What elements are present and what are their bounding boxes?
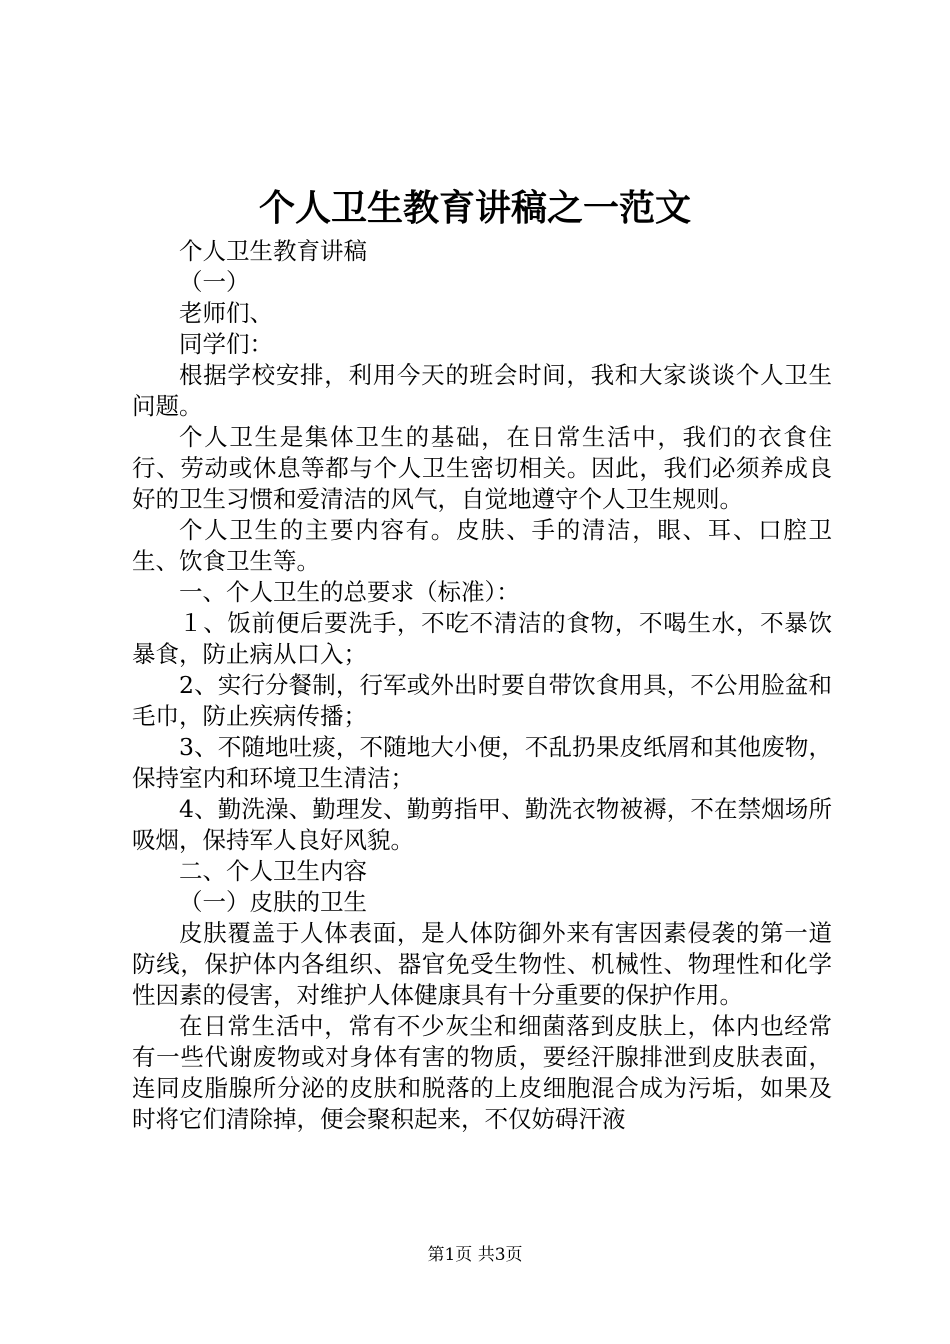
paragraph: （一）皮肤的卫生 (179, 888, 367, 916)
page-title: 个人卫生教育讲稿之一范文 (258, 187, 691, 229)
paragraph: 一、个人卫生的总要求（标准）： (179, 578, 520, 606)
paragraph: 个人卫生是集体卫生的基础，在日常生活中，我们的衣食住行、劳动或休息等都与个人卫生密切相关。因此，我们必须养成良好的卫生习惯和爱清洁的风气，自觉地遵守个人卫生规则。 (132, 423, 832, 513)
paragraph: 二、个人卫生内容 (179, 857, 367, 885)
paragraph: 4、勤洗澡、勤理发、勤剪指甲、勤洗衣物被褥，不在禁烟场所吸烟，保持军人良好风貌。 (132, 795, 832, 854)
paragraph: １、饭前便后要洗手，不吃不清洁的食物，不喝生水，不暴饮暴食，防止病从口入； (132, 609, 832, 668)
paragraph: 3、不随地吐痰，不随地大小便，不乱扔果皮纸屑和其他废物，保持室内和环境卫生清洁； (132, 733, 832, 792)
paragraph: （一） (179, 268, 250, 296)
paragraph: 皮肤覆盖于人体表面，是人体防御外来有害因素侵袭的第一道防线，保护体内各组织、器官免受生物性、机械性、物理性和化学性因素的侵害，对维护人体健康具有十分重要的保护作用。 (132, 919, 832, 1009)
paragraph: 在日常生活中，常有不少灰尘和细菌落到皮肤上，体内也经常有一些代谢废物或对身体有害的物质，要经汗腺排泄到皮肤表面，连同皮脂腺所分泌的皮肤和脱落的上皮细胞混合成为污垢，如果及时将它们清除掉，便会聚积起来，不仅妨碍汗液 (132, 1012, 832, 1133)
document-body (132, 236, 832, 1135)
paragraph: 个人卫生的主要内容有。皮肤、手的清洁，眼、耳、口腔卫生、饮食卫生等。 (132, 516, 832, 575)
paragraph: 根据学校安排，利用今天的班会时间，我和大家谈谈个人卫生问题。 (132, 361, 832, 420)
paragraph: 个人卫生教育讲稿 (179, 237, 367, 265)
paragraph: 同学们： (179, 330, 273, 358)
paragraph: 老师们、 (179, 299, 273, 327)
page-number: 第1页 共3页 (427, 1245, 523, 1265)
paragraph: 2、实行分餐制，行军或外出时要自带饮食用具，不公用脸盆和毛巾，防止疾病传播； (132, 671, 832, 730)
